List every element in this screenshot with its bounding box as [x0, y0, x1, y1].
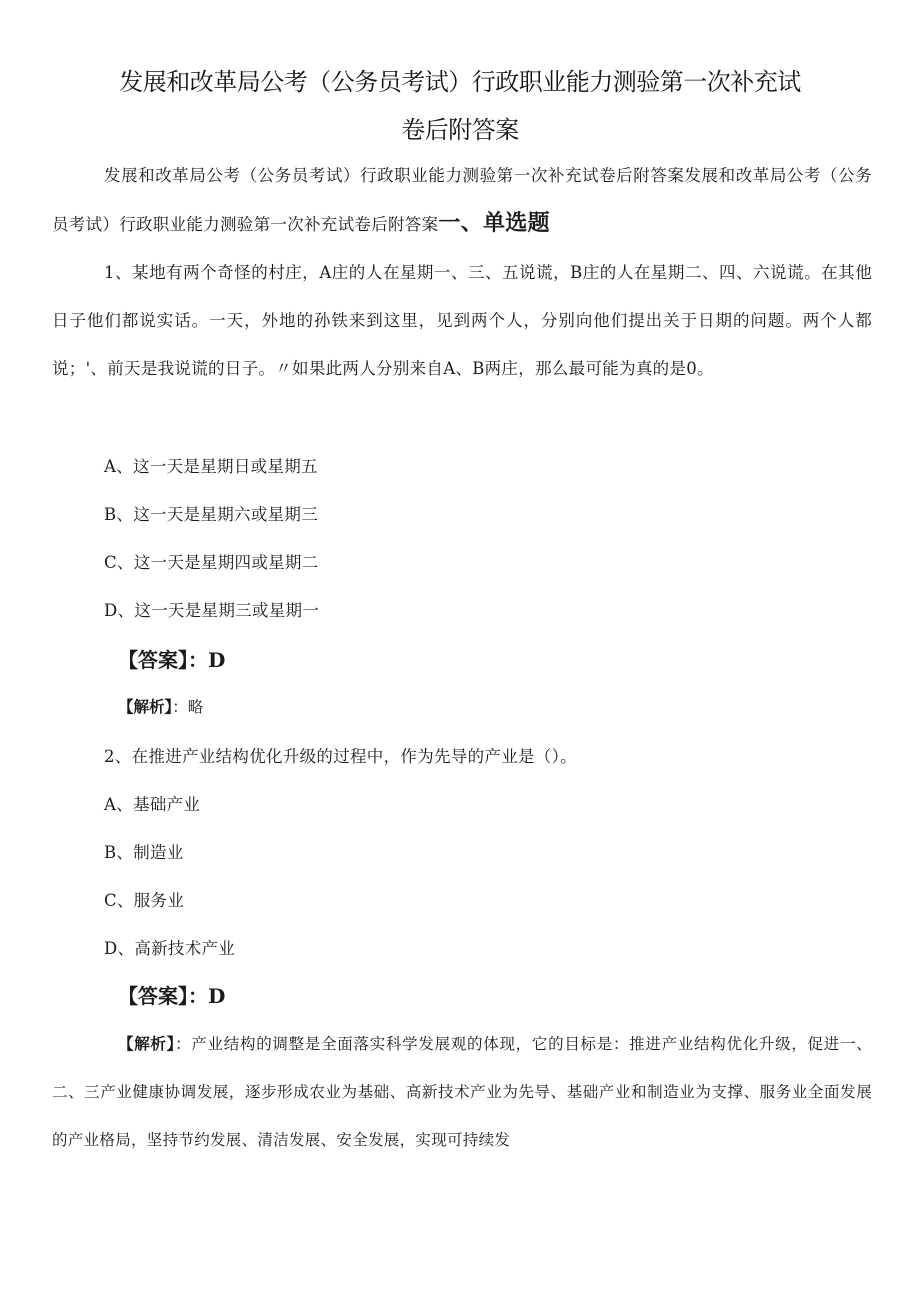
question-1-answer [118, 644, 225, 673]
question-2-option-c: C、服务业 [104, 891, 185, 910]
question-1-stem: 1、某地有两个奇怪的村庄，A庄的人在星期一、三、五说谎，B庄的人在星期二、四、六说谎。在其他日子他们都说实话。一天，外地的孙铁来到这里，见到两个人，分别向他们提出关于日期的问题。两个人都说；'、前天是我说谎的日子。〃如果此两人分别来自A、B两庄，那么最可能为真的是0。 [52, 263, 872, 378]
question-1-option-d: D、这一天是星期三或星期一 [104, 601, 320, 620]
document-title-line2: 卷后附答案 [401, 116, 519, 144]
answer-label: 【答案】： [118, 984, 208, 1008]
question-2-option-b: B、制造业 [104, 843, 184, 862]
explanation-text: ：产业结构的调整是全面落实科学发展观的体现，它的目标是：推进产业结构优化升级，促进一、二、三产业健康协调发展，逐步形成农业为基础、高新技术产业为先导、基础产业和制造业为支撑、服务业全面发展的产业格局，坚持节约发展、清洁发展、安全发展，实现可持续发 [52, 1035, 873, 1149]
answer-value: D [208, 648, 226, 672]
answer-label: 【答案】： [118, 648, 208, 672]
document-title-line1: 发展和改革局公考（公务员考试）行政职业能力测验第一次补充试 [119, 68, 801, 96]
intro-paragraph [52, 152, 872, 249]
answer-value: D [208, 984, 226, 1008]
question-2-explanation [52, 1020, 872, 1164]
question-2-stem: 2、在推进产业结构优化升级的过程中，作为先导的产业是（）。 [104, 747, 577, 766]
explanation-label: 【解析】 [118, 698, 173, 716]
question-1-option-a: A、这一天是星期日或星期五 [104, 457, 318, 476]
explanation-text: ：略 [172, 698, 204, 716]
question-2-option-d: D、高新技术产业 [104, 939, 236, 958]
question-1-option-b: B、这一天是星期六或星期三 [104, 505, 319, 524]
intro-text: 发展和改革局公考（公务员考试）行政职业能力测验第一次补充试卷后附答案发展和改革局公考（公务员考试）行政职业能力测验第一次补充试卷后附答案 [52, 166, 872, 234]
question-2-option-a: A、基础产业 [104, 795, 201, 814]
question-2-answer [118, 980, 225, 1009]
question-1-option-c: C、这一天是星期四或星期二 [104, 553, 319, 572]
section-heading: 一、单选题 [438, 211, 550, 236]
question-1-explanation [118, 695, 203, 717]
explanation-label: 【解析】 [118, 1035, 176, 1053]
